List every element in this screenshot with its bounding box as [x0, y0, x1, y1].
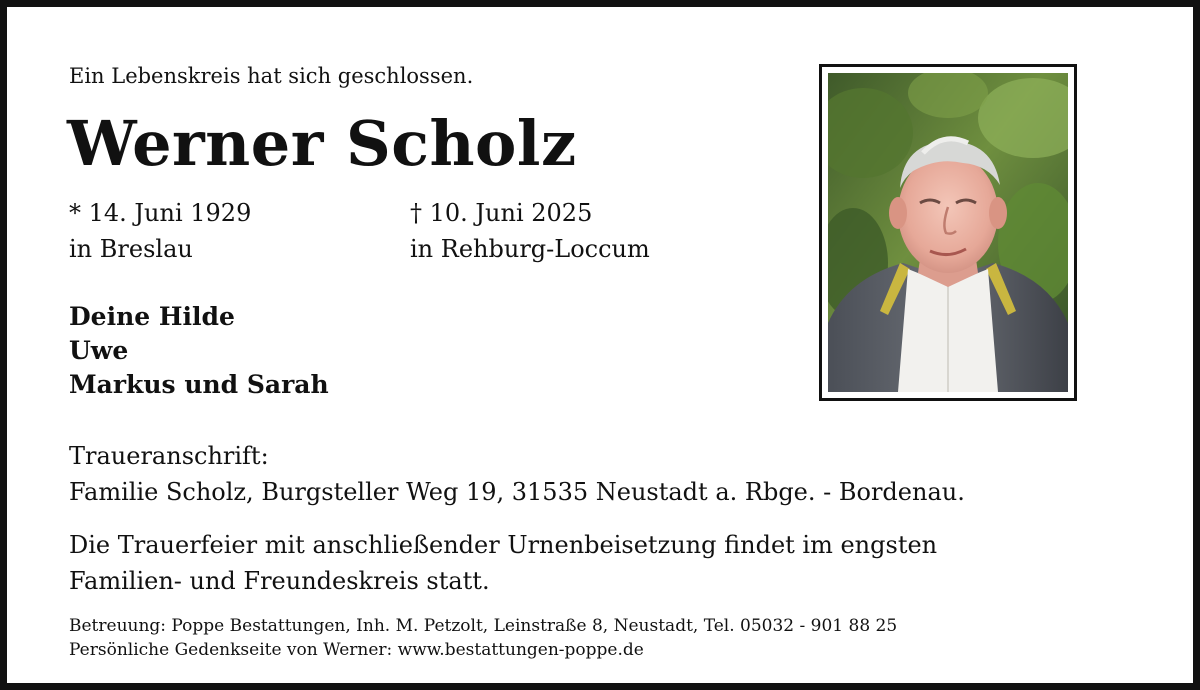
- birth-date: * 14. Juni 1929: [69, 199, 252, 227]
- portrait-photo: [828, 73, 1068, 392]
- death-info: [410, 195, 650, 267]
- portrait-frame: [819, 64, 1077, 401]
- ceremony-note: [69, 527, 937, 599]
- funeral-home-info: Betreuung: Poppe Bestattungen, Inh. M. Petzolt, Leinstraße 8, Neustadt, Tel. 05032 - 901 88 25: [69, 616, 898, 636]
- mourners-list: [69, 300, 329, 402]
- mourner-name: Markus und Sarah: [69, 370, 329, 399]
- mourner-name: Uwe: [69, 336, 129, 365]
- memorial-page-info: Persönliche Gedenkseite von Werner: www.bestattungen-poppe.de: [69, 640, 644, 660]
- intro-text: Ein Lebenskreis hat sich geschlossen.: [69, 64, 474, 88]
- mourner-name: Deine Hilde: [69, 302, 235, 331]
- address-line: Familie Scholz, Burgsteller Weg 19, 31535 Neustadt a. Rbge. - Bordenau.: [69, 478, 965, 506]
- ceremony-line: Die Trauerfeier mit anschließender Urnenbeisetzung findet im engsten: [69, 531, 938, 559]
- footer: [69, 614, 897, 662]
- death-place: in Rehburg-Loccum: [410, 235, 650, 263]
- birth-place: in Breslau: [69, 235, 193, 263]
- deceased-name: Werner Scholz: [67, 107, 577, 180]
- death-date: † 10. Juni 2025: [410, 199, 593, 227]
- address-label: Traueranschrift:: [69, 442, 269, 470]
- birth-info: [69, 195, 251, 267]
- ceremony-line: Familien- und Freundeskreis statt.: [69, 567, 490, 595]
- mourning-address: [69, 438, 965, 510]
